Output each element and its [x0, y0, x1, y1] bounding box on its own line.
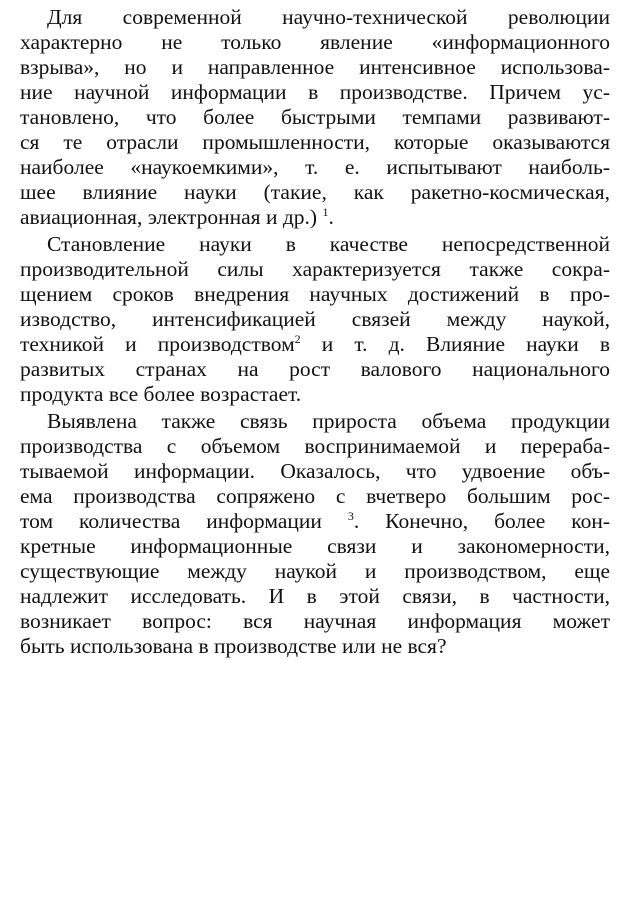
text-line: производства с объемом воспринимаемой и перераба- — [20, 434, 610, 458]
book-page — [20, 0, 610, 918]
text-line: тановлено, что более быстрыми темпами развивают- — [20, 105, 610, 129]
text-line: характерно не только явление «информационного — [20, 30, 610, 54]
text-line: надлежит исследовать. И в этой связи, в частности, — [20, 584, 610, 608]
text-line: наиболее «наукоемкими», т. е. испытывают наиболь- — [20, 155, 610, 179]
text-fragment: и т. д. Влияние науки в — [321, 332, 610, 356]
text-line: тываемой информации. Оказалось, что удвоение объ- — [20, 459, 610, 483]
text-line — [20, 509, 610, 534]
text-fragment: том количества информации — [20, 509, 322, 533]
footnote-ref: 1 — [322, 205, 329, 219]
text-fragment: авиационная, электронная и др.) — [20, 205, 318, 229]
text-line: шее влияние науки (такие, как ракетно-космическая, — [20, 180, 610, 204]
text-line: возникает вопрос: вся научная информация может — [20, 609, 610, 633]
text-line: существующие между наукой и производством, еще — [20, 559, 610, 583]
text-line: производительной силы характеризуется также сокра- — [20, 257, 610, 281]
text-line: щением сроков внедрения научных достижений в про- — [20, 282, 610, 306]
text-line: кретные информационные связи и закономерности, — [20, 534, 610, 558]
text-fragment: Конечно, более кон- — [385, 509, 611, 533]
text-line: ся те отрасли промышленности, которые оказываются — [20, 130, 610, 154]
text-line: продукта все более возрастает. — [20, 382, 302, 406]
text-line: изводство, интенсификацией связей между наукой, — [20, 307, 610, 331]
text-line: ние научной информации в производстве. Причем ус- — [20, 80, 610, 104]
text-line: авиационная, электронная и др.) $^1$. — [20, 205, 334, 229]
text-line: взрыва», но и направленное интенсивное использова- — [20, 55, 610, 79]
footnote-ref-punct: . — [353, 509, 360, 533]
text-line: Выявлена также связь прироста объема продукции — [47, 409, 610, 433]
text-line: ема производства сопряжено с вчетверо большим рос- — [20, 484, 610, 508]
footnote-ref: 3 — [347, 509, 354, 523]
footnote-ref: 2 — [294, 332, 301, 346]
text-line — [20, 332, 610, 357]
text-line: Становление науки в качестве непосредственной — [47, 232, 610, 256]
text-line: Для современной научно-технической революции — [47, 5, 610, 29]
text-fragment: техникой и производством — [20, 332, 295, 356]
text-line: развитых странах на рост валового национального — [20, 357, 610, 381]
text-line: быть использована в производстве или не вся? — [20, 634, 447, 658]
